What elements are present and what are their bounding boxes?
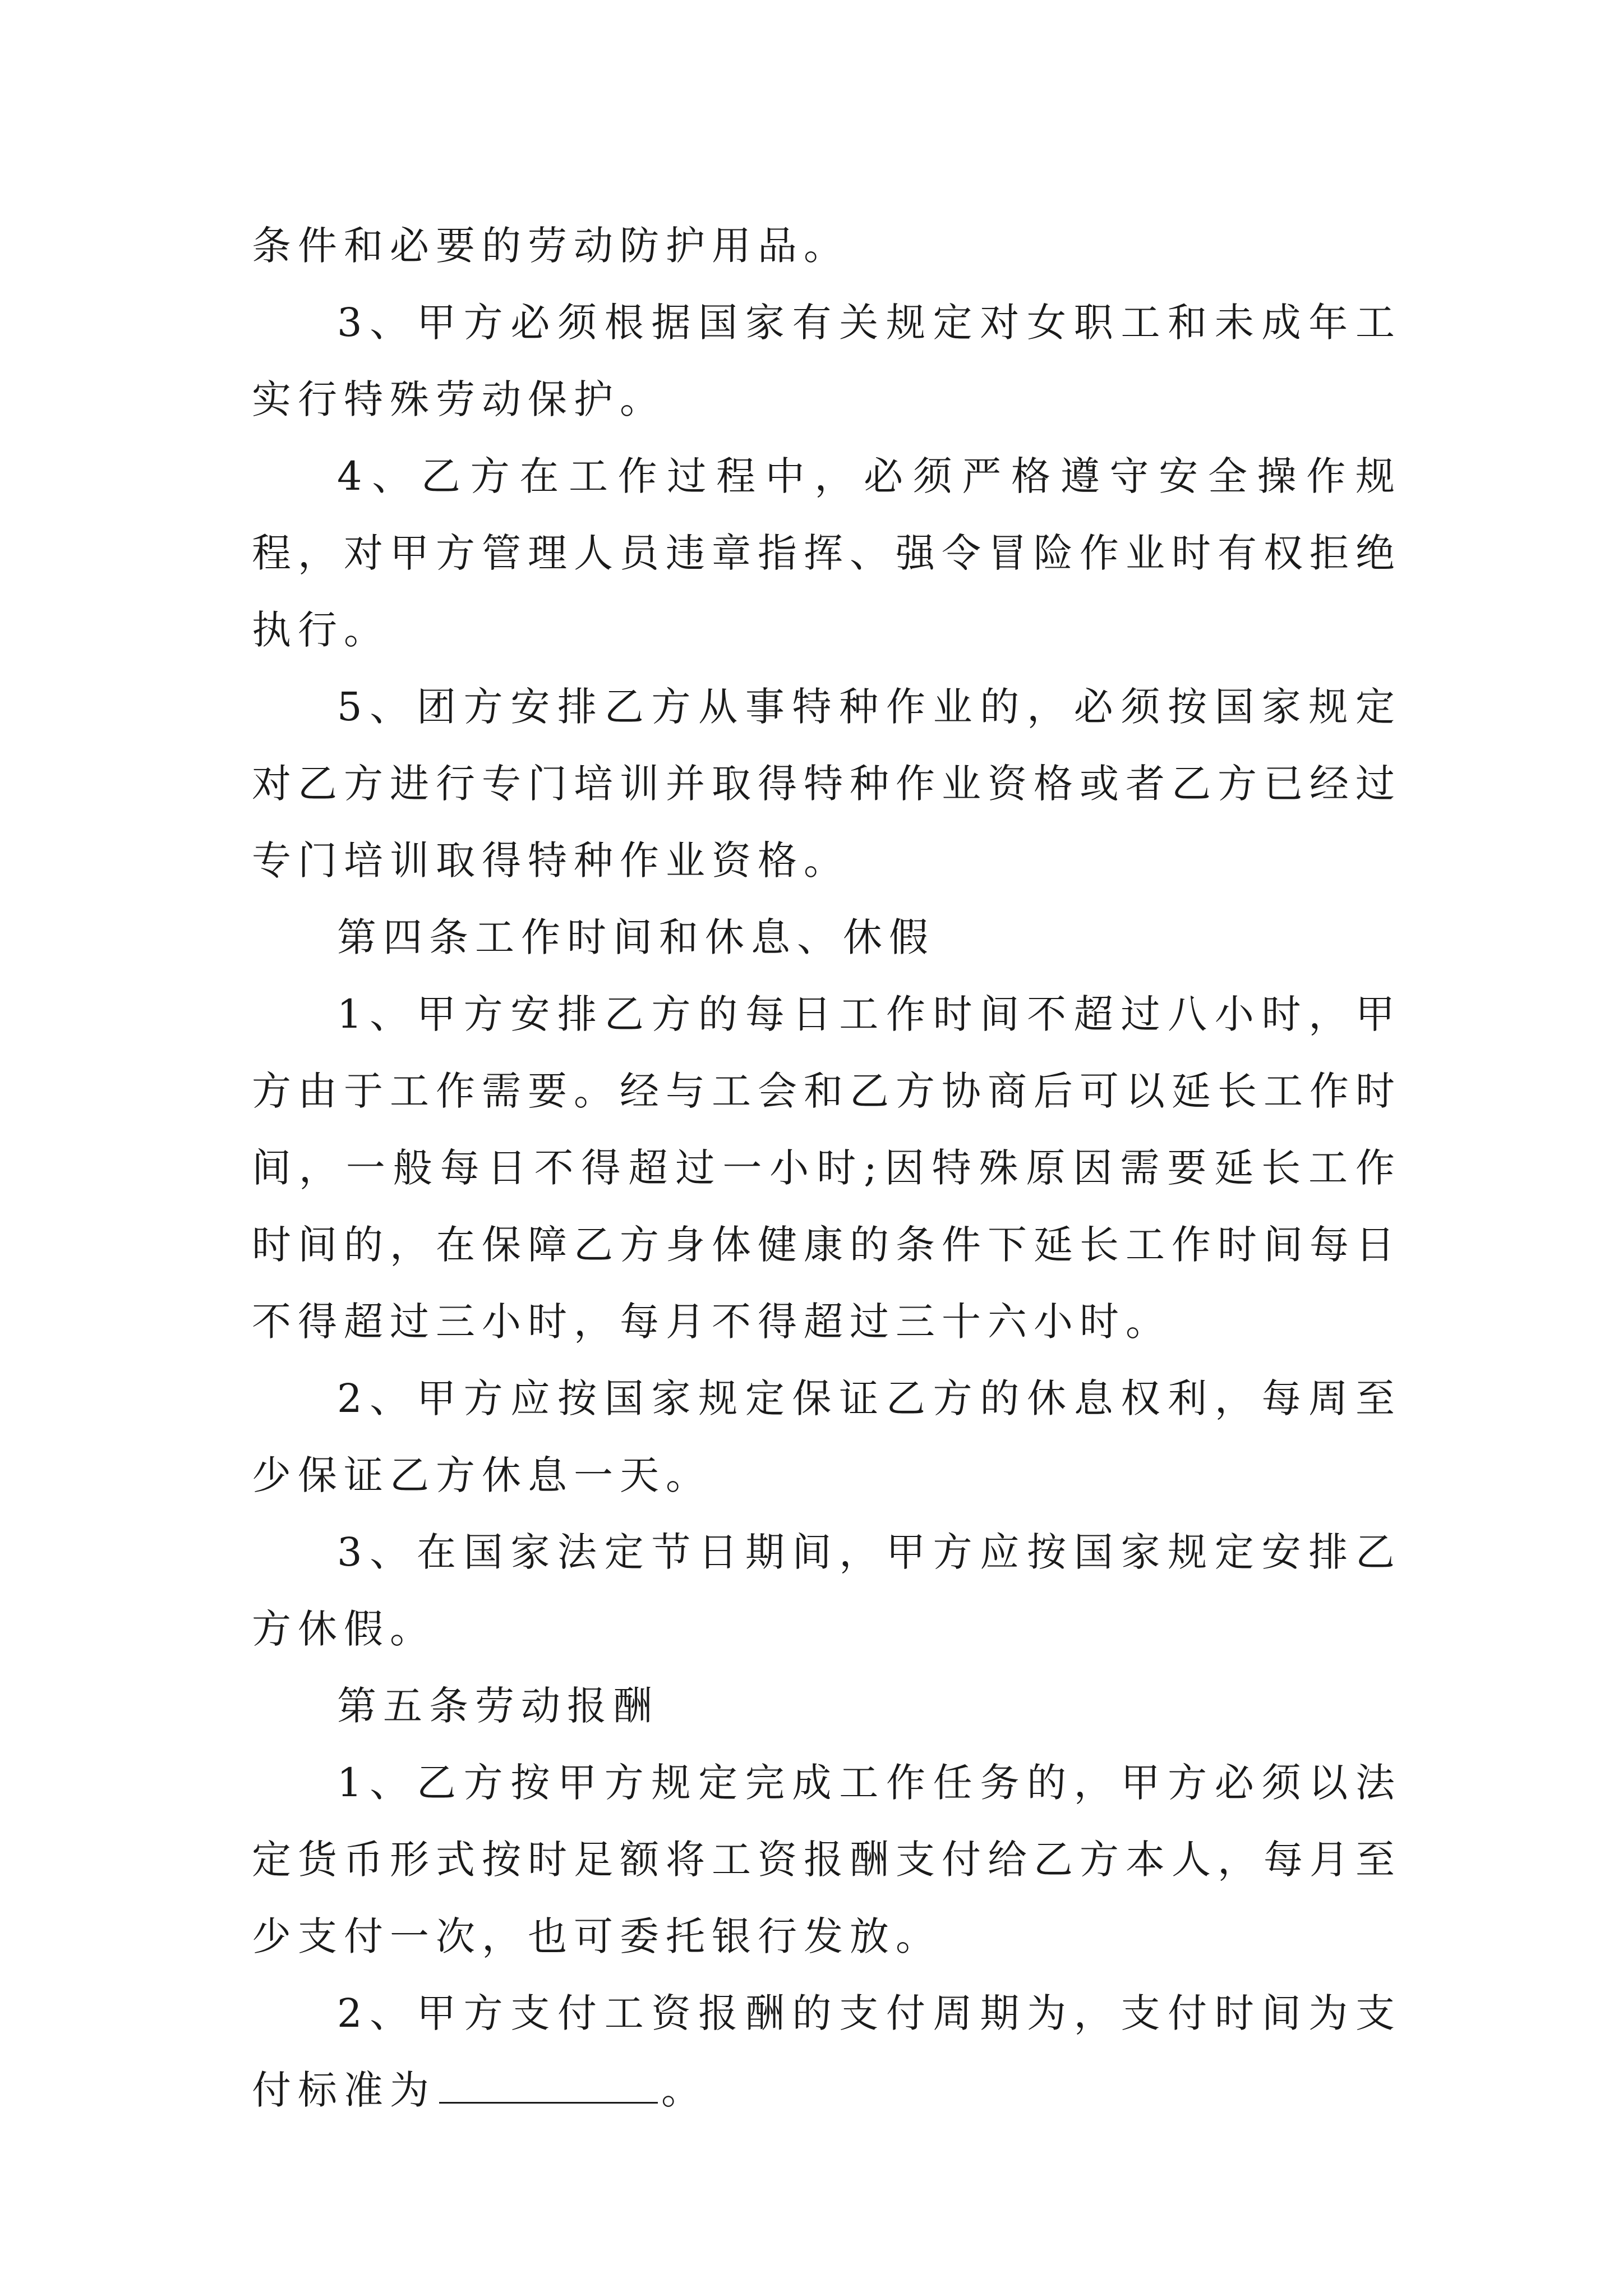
paragraph-protective-equipment: 条件和必要的劳动防护用品。 [252,223,850,269]
section-heading-article-5: 第五条劳动报酬 [337,1683,659,1729]
paragraph-working-hours: 1、甲方安排乙方的每日工作时间不超过八小时，甲方由于工作需要。经与工会和乙方协商后可以延长工作时间，一般每日不得超过一小时;因特殊原因需要延长工作时间的，在保障乙方身体健康的条件下延长工作时间每日不得超过三小时，每月不得超过三十六小时。 [252,991,1401,1345]
section-heading-article-4: 第四条工作时间和休息、休假 [337,914,935,960]
paragraph-payment-cycle [252,1975,1401,2129]
paragraph-holidays: 3、在国家法定节日期间，甲方应按国家规定安排乙方休假。 [252,1529,1401,1652]
paragraph-weekly-rest: 2、甲方应按国家规定保证乙方的休息权利，每周至少保证乙方休息一天。 [252,1375,1401,1498]
paragraph-special-operations: 5、团方安排乙方从事特种作业的，必须按国家规定对乙方进行专门培训并取得特种作业资格或者乙方已经过专门培训取得特种作业资格。 [252,684,1401,884]
paragraph-female-minor-protection: 3、甲方必须根据国家有关规定对女职工和未成年工实行特殊劳动保护。 [252,300,1401,422]
document-body [252,208,1401,2129]
paragraph-safety-rules: 4、乙方在工作过程中，必须严格遵守安全操作规程，对甲方管理人员违章指挥、强令冒险作业时有权拒绝执行。 [252,453,1401,653]
payment-cycle-end: 。 [661,2067,707,2113]
paragraph-wage-payment: 1、乙方按甲方规定完成工作任务的，甲方必须以法定货币形式按时足额将工资报酬支付给乙方本人，每月至少支付一次，也可委托银行发放。 [252,1760,1401,1959]
payment-cycle-text: 2、甲方支付工资报酬的支付周期为，支付时间为支付标准为 [252,1990,1401,2113]
fill-in-blank[interactable] [439,2063,658,2104]
